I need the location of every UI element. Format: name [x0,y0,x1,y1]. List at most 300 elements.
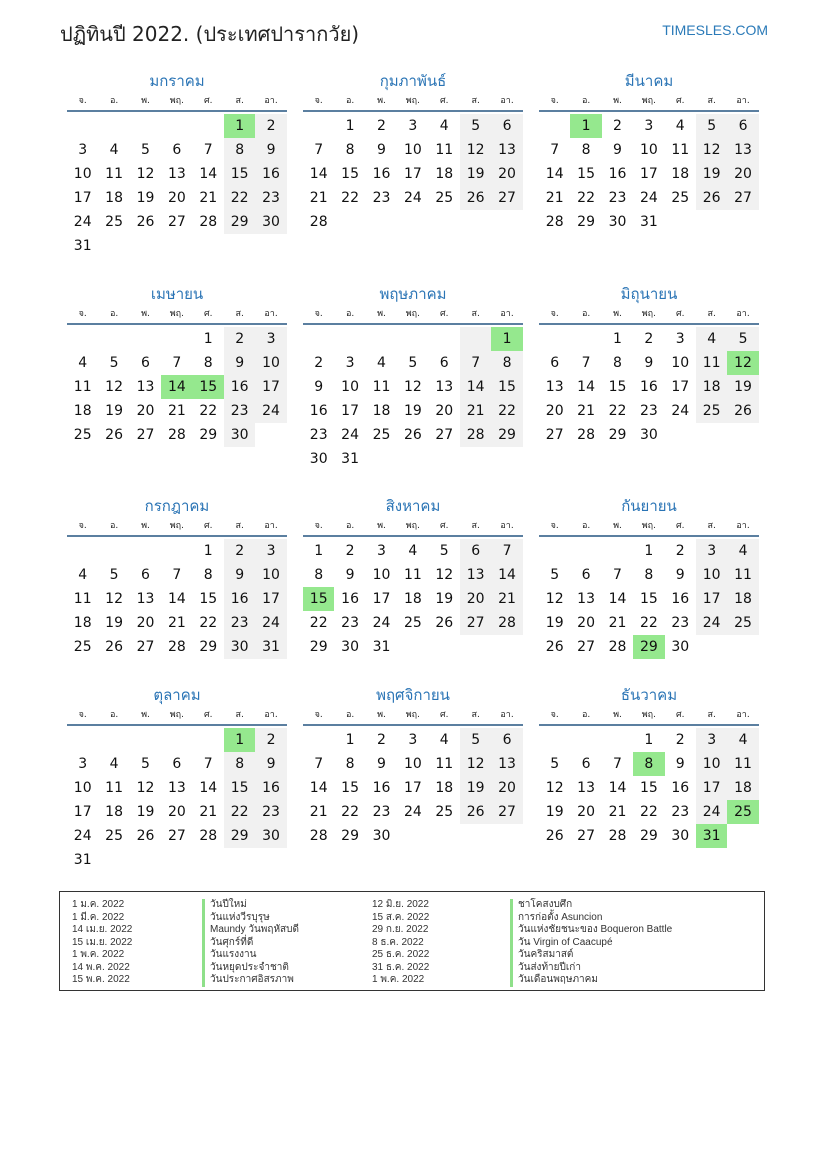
day-cell: 5 [696,114,727,138]
day-cell: 9 [224,351,255,375]
empty-day-cell [491,824,522,848]
day-cell: 10 [696,752,727,776]
legend-names-right [510,899,672,987]
day-cell: 5 [408,355,418,371]
day-cell: 10 [639,142,658,158]
holiday-day-cell: 8 [633,752,664,776]
week-row [67,635,287,659]
day-cell: 11 [435,142,454,158]
day-cell: 13 [167,780,186,796]
empty-day-cell [727,824,758,848]
weekday-label: ส. [235,521,244,531]
day-cell: 15 [577,166,595,182]
day-cell: 17 [696,776,727,800]
day-cell: 22 [341,804,359,820]
empty-day-cell [98,848,129,872]
week-row [67,210,287,234]
week-row [303,399,523,423]
empty-day-cell [397,824,428,848]
week-row [303,138,523,162]
day-cell: 19 [403,403,422,419]
day-cell: 4 [377,355,386,371]
day-cell: 25 [435,190,454,206]
day-cell: 25 [696,399,727,423]
day-cell: 1 [203,331,213,347]
day-cell: 19 [696,162,727,186]
day-cell: 8 [581,142,591,158]
empty-day-cell [98,728,129,752]
day-cell: 13 [577,780,595,796]
day-cell: 12 [696,138,727,162]
day-cell: 3 [644,118,654,134]
weekday-label: ส. [471,710,480,720]
weekday-label: อ. [581,309,591,319]
day-cell: 2 [644,331,654,347]
day-cell: 24 [639,190,658,206]
day-cell: 25 [105,828,123,844]
legend-date: 1 มี.ค. 2022 [72,911,125,923]
day-cell: 25 [403,615,422,631]
legend-holiday-name: ชาโคสงบศึก [510,899,672,912]
holiday-day-cell: 15 [193,375,224,399]
legend-holiday-name: Maundy วันพฤหัสบดี [202,924,299,937]
day-cell: 13 [491,752,522,776]
day-cell: 28 [199,828,218,844]
day-cell: 12 [460,752,491,776]
weekday-label: ศ. [439,309,449,319]
legend-date: 15 พ.ค. 2022 [72,974,130,985]
weekday-label: พฤ. [405,96,420,106]
day-cell: 26 [545,639,564,655]
day-cell: 13 [167,166,186,182]
day-cell: 14 [608,780,627,796]
weekday-label: อ. [109,710,119,720]
weekday-label: อา. [500,309,514,319]
empty-day-cell [696,210,727,234]
weekday-label: อา. [264,309,278,319]
day-cell: 18 [372,403,391,419]
day-cell: 29 [224,824,255,848]
empty-day-cell [397,327,428,351]
day-cell: 11 [105,166,123,182]
holiday-day-cell: 29 [633,635,664,659]
weekday-label: จ. [314,521,323,531]
day-cell: 16 [639,379,658,395]
weekday-label: อ. [345,521,355,531]
day-cell: 26 [435,615,454,631]
weekday-label: ส. [707,309,716,319]
week-row [303,728,523,752]
weekday-label: พฤ. [641,710,656,720]
weekday-label: จ. [314,710,323,720]
empty-day-cell [539,114,570,138]
legend-holiday-name: วันศุกร์ที่ดี [202,937,299,950]
week-row [539,162,759,186]
holiday-day-cell: 1 [224,114,255,138]
day-cell: 21 [608,804,627,820]
month-name: กรกฎาคม [144,497,210,515]
empty-day-cell [570,327,601,351]
day-cell: 2 [613,118,622,134]
week-row [539,611,759,635]
day-cell: 29 [199,639,218,655]
day-cell: 28 [199,214,218,230]
day-cell: 24 [255,399,286,423]
day-cell: 5 [109,355,119,371]
day-cell: 1 [203,543,213,559]
weekday-label: ศ. [675,521,685,531]
week-row [539,587,759,611]
week-row [303,327,523,351]
day-cell: 4 [727,728,758,752]
week-row [67,611,287,635]
week-row [303,423,523,447]
day-cell: 17 [372,591,391,607]
day-cell: 23 [341,615,359,631]
day-cell: 19 [460,776,491,800]
legend-holiday-name: วันเดือนพฤษภาคม [510,974,672,987]
empty-day-cell [193,234,224,258]
weekday-label: อา. [264,710,278,720]
day-cell: 11 [727,752,758,776]
legend-date: 25 ธ.ค. 2022 [372,949,430,960]
day-cell: 15 [341,780,359,796]
empty-day-cell [429,210,460,234]
empty-day-cell [98,234,129,258]
weekday-label: ศ. [203,96,213,106]
weekday-label: ส. [235,710,244,720]
day-cell: 22 [608,403,627,419]
day-cell: 11 [671,142,690,158]
day-cell: 14 [608,591,627,607]
day-cell: 25 [671,190,690,206]
day-cell: 23 [309,427,328,443]
day-cell: 3 [675,331,685,347]
day-cell: 4 [109,142,119,158]
empty-day-cell [539,327,570,351]
day-cell: 9 [377,142,386,158]
day-cell: 14 [199,166,218,182]
legend-date: 31 ธ.ค. 2022 [372,961,430,973]
empty-day-cell [727,635,758,659]
month-block [539,283,759,447]
day-cell: 16 [671,591,690,607]
day-cell: 13 [460,563,491,587]
day-cell: 4 [78,567,88,583]
day-cell: 2 [377,118,386,134]
day-cell: 21 [199,190,218,206]
empty-day-cell [366,210,397,234]
day-cell: 22 [341,190,359,206]
day-cell: 18 [403,591,422,607]
day-cell: 6 [141,355,150,371]
day-cell: 6 [491,728,522,752]
legend-dates-right [372,899,429,987]
weekday-header [67,92,287,110]
day-cell: 5 [141,142,150,158]
weekday-label: จ. [314,96,323,106]
day-cell: 4 [439,732,449,748]
day-cell: 10 [403,142,422,158]
week-row [67,327,287,351]
day-cell: 2 [675,543,685,559]
empty-day-cell [570,539,601,563]
day-cell: 30 [224,635,255,659]
day-cell: 17 [403,166,422,182]
day-cell: 7 [613,567,622,583]
weekday-label: พฤ. [169,710,184,720]
weekday-label: พ. [613,309,622,319]
legend-holiday-name: การก่อตั้ง Asuncion [510,912,672,925]
legend-date: 1 พ.ค. 2022 [72,949,125,960]
day-cell: 21 [608,615,627,631]
weekday-label: พ. [377,309,386,319]
week-row [303,539,523,563]
weekday-header [67,517,287,535]
day-cell: 1 [314,543,324,559]
legend-date: 14 พ.ค. 2022 [72,961,130,973]
day-cell: 16 [372,780,391,796]
day-cell: 18 [696,375,727,399]
day-cell: 23 [224,399,255,423]
day-cell: 28 [460,423,491,447]
month-block [67,495,287,659]
day-cell: 25 [73,639,92,655]
day-cell: 20 [460,587,491,611]
day-cell: 20 [545,403,564,419]
week-row [67,539,287,563]
empty-day-cell [161,114,192,138]
day-cell: 7 [613,756,622,772]
day-cell: 29 [341,828,359,844]
empty-day-cell [303,114,334,138]
day-cell: 10 [73,166,92,182]
day-cell: 7 [172,567,182,583]
day-cell: 21 [460,399,491,423]
day-cell: 9 [377,756,386,772]
weekday-label: พ. [141,521,150,531]
weekday-label: ศ. [439,710,449,720]
empty-day-cell [193,728,224,752]
weekday-label: ส. [707,521,716,531]
day-cell: 18 [73,403,92,419]
day-cell: 23 [372,804,391,820]
day-cell: 20 [491,776,522,800]
day-cell: 14 [309,780,328,796]
day-cell: 29 [224,210,255,234]
weekday-label: ส. [707,96,716,106]
week-row [303,351,523,375]
day-cell: 16 [372,166,391,182]
day-cell: 3 [255,539,286,563]
day-cell: 9 [644,355,654,371]
weekday-label: พ. [141,710,150,720]
week-row [303,824,523,848]
day-cell: 30 [255,824,286,848]
day-cell: 12 [105,591,123,607]
day-cell: 16 [608,166,627,182]
empty-day-cell [130,848,161,872]
day-cell: 29 [199,427,218,443]
day-cell: 28 [309,828,328,844]
week-row [67,728,287,752]
day-cell: 20 [435,403,454,419]
day-cell: 23 [671,615,690,631]
week-row [539,728,759,752]
day-cell: 26 [136,214,155,230]
empty-day-cell [460,210,491,234]
week-row [539,423,759,447]
day-cell: 19 [435,591,454,607]
page-title: ปฏิทินปี 2022. (ประเทศปารากวัย) [60,22,360,46]
week-row [67,563,287,587]
legend-holiday-name: วัน Virgin of Caacupé [510,937,672,950]
month-name: ธันวาคม [620,686,678,704]
legend-date: 14 เม.ย. 2022 [72,924,133,935]
weekday-label: พ. [377,710,386,720]
day-cell: 19 [545,804,564,820]
day-cell: 17 [255,375,286,399]
day-cell: 13 [136,591,155,607]
day-cell: 27 [460,611,491,635]
day-cell: 30 [372,828,391,844]
weekday-label: อา. [736,521,750,531]
month-name: สิงหาคม [385,497,441,515]
day-cell: 2 [377,732,386,748]
day-cell: 26 [105,427,123,443]
empty-day-cell [161,848,192,872]
day-cell: 1 [345,118,355,134]
month-name: มิถุนายน [620,285,678,303]
day-cell: 20 [167,190,186,206]
empty-day-cell [67,728,98,752]
empty-day-cell [255,423,286,447]
day-cell: 25 [435,804,454,820]
day-cell: 8 [224,752,255,776]
weekday-label: อ. [345,96,355,106]
day-cell: 14 [577,379,595,395]
legend-holiday-name: วันแรงงาน [202,949,299,962]
empty-day-cell [397,447,428,471]
day-cell: 28 [167,427,186,443]
day-cell: 24 [671,403,690,419]
day-cell: 7 [460,351,491,375]
day-cell: 8 [491,351,522,375]
day-cell: 6 [141,567,150,583]
day-cell: 4 [696,327,727,351]
legend-date: 1 ม.ค. 2022 [72,899,125,910]
weekday-label: ส. [471,521,480,531]
day-cell: 16 [309,403,328,419]
day-cell: 14 [545,166,564,182]
legend-names-left [202,899,299,987]
day-cell: 29 [309,639,328,655]
week-row [539,114,759,138]
weekday-header [539,305,759,323]
week-row [303,186,523,210]
day-cell: 18 [105,190,123,206]
weekday-label: พฤ. [405,521,420,531]
day-cell: 20 [491,162,522,186]
day-cell: 25 [727,611,758,635]
month-block [303,70,523,234]
weekday-header [303,305,523,323]
weekday-label: จ. [78,710,87,720]
day-cell: 28 [608,639,627,655]
day-cell: 16 [224,375,255,399]
empty-day-cell [429,824,460,848]
week-row [539,138,759,162]
day-cell: 21 [309,804,328,820]
day-cell: 10 [255,563,286,587]
day-cell: 6 [172,756,182,772]
day-cell: 27 [136,639,155,655]
weekday-label: ส. [235,96,244,106]
month-block [303,283,523,471]
brand-link[interactable]: TIMESLES.COM [662,22,768,38]
day-cell: 12 [460,138,491,162]
week-row [67,375,287,399]
day-cell: 1 [613,331,622,347]
day-cell: 27 [577,639,595,655]
day-cell: 14 [460,375,491,399]
day-cell: 8 [345,756,355,772]
weekday-label: จ. [78,96,87,106]
day-cell: 9 [255,138,286,162]
week-row [539,824,759,848]
empty-day-cell [727,423,758,447]
weekday-label: จ. [550,96,559,106]
day-cell: 26 [460,186,491,210]
day-cell: 22 [199,403,218,419]
day-cell: 9 [613,142,622,158]
weekday-label: อ. [581,710,591,720]
week-row [67,114,287,138]
day-cell: 30 [639,427,658,443]
week-row [67,776,287,800]
day-cell: 26 [727,399,758,423]
day-cell: 19 [545,615,564,631]
day-cell: 2 [255,728,286,752]
empty-day-cell [98,539,129,563]
day-cell: 28 [309,214,328,230]
day-cell: 24 [696,611,727,635]
day-cell: 10 [696,563,727,587]
day-cell: 29 [608,427,627,443]
day-cell: 11 [435,756,454,772]
day-cell: 24 [696,800,727,824]
empty-day-cell [570,728,601,752]
empty-day-cell [366,327,397,351]
weekday-label: พฤ. [405,309,420,319]
day-cell: 6 [439,355,449,371]
day-cell: 27 [491,186,522,210]
day-cell: 20 [727,162,758,186]
day-cell: 3 [78,756,88,772]
empty-day-cell [130,327,161,351]
day-cell: 31 [255,635,286,659]
day-cell: 22 [309,615,328,631]
empty-day-cell [665,423,696,447]
day-cell: 11 [403,567,422,583]
empty-day-cell [491,635,522,659]
day-cell: 20 [136,403,155,419]
empty-day-cell [303,327,334,351]
empty-day-cell [460,635,491,659]
day-cell: 28 [167,639,186,655]
week-row [303,611,523,635]
month-block [67,283,287,447]
